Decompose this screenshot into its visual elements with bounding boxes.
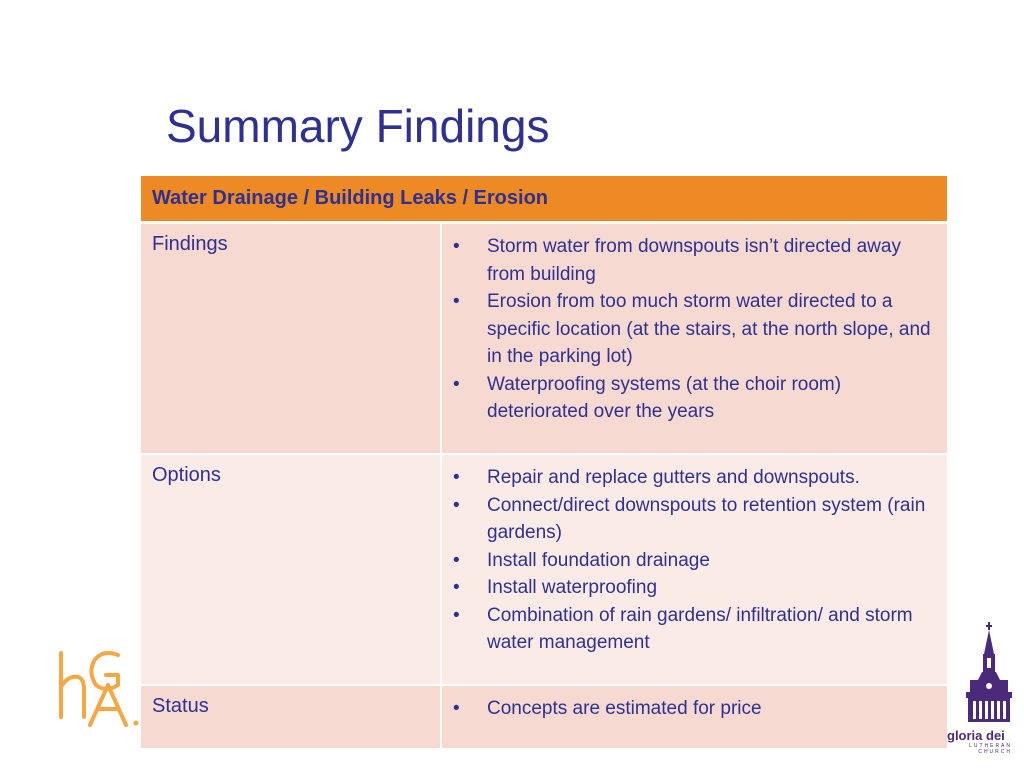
table-row-findings: [141, 224, 947, 455]
row-label: Findings: [141, 224, 442, 453]
table-row-status: [141, 686, 947, 748]
row-content: [442, 686, 947, 748]
bullet-item: • Repair and replace gutters and downspouts.: [452, 464, 937, 492]
bullet-item: • Erosion from too much storm water directed to a specific location (at the stairs, at the north slope, and in the parking lot): [452, 288, 937, 371]
bullet-item: • Waterproofing systems (at the choir room) deteriorated over the years: [452, 371, 937, 426]
table-header: Water Drainage / Building Leaks / Erosion: [141, 176, 947, 224]
bullet-item: • Connect/direct downspouts to retention system (rain gardens): [452, 492, 937, 547]
gloria-dei-logo: [944, 620, 1016, 755]
table-row-options: [141, 455, 947, 686]
church-icon: [944, 620, 1016, 724]
row-label: Status: [141, 686, 442, 748]
bullet-item: • Install foundation drainage: [452, 547, 937, 575]
row-content: [442, 455, 947, 684]
bullet-item: • Combination of rain gardens/ infiltration/ and storm water management: [452, 602, 937, 657]
summary-table: [141, 176, 947, 748]
gloria-dei-sub1: LUTHERAN: [969, 743, 1012, 749]
slide-title: Summary Findings: [166, 100, 550, 152]
bullet-item: • Storm water from downspouts isn’t directed away from building: [452, 233, 937, 288]
gloria-dei-name: gloria dei: [947, 728, 1005, 743]
bullet-item: • Install waterproofing: [452, 574, 937, 602]
hga-logo: [56, 647, 140, 729]
row-content: [442, 224, 947, 453]
row-label: Options: [141, 455, 442, 684]
gloria-dei-sub2: CHURCH: [978, 749, 1012, 755]
bullet-item: • Concepts are estimated for price: [452, 695, 937, 723]
